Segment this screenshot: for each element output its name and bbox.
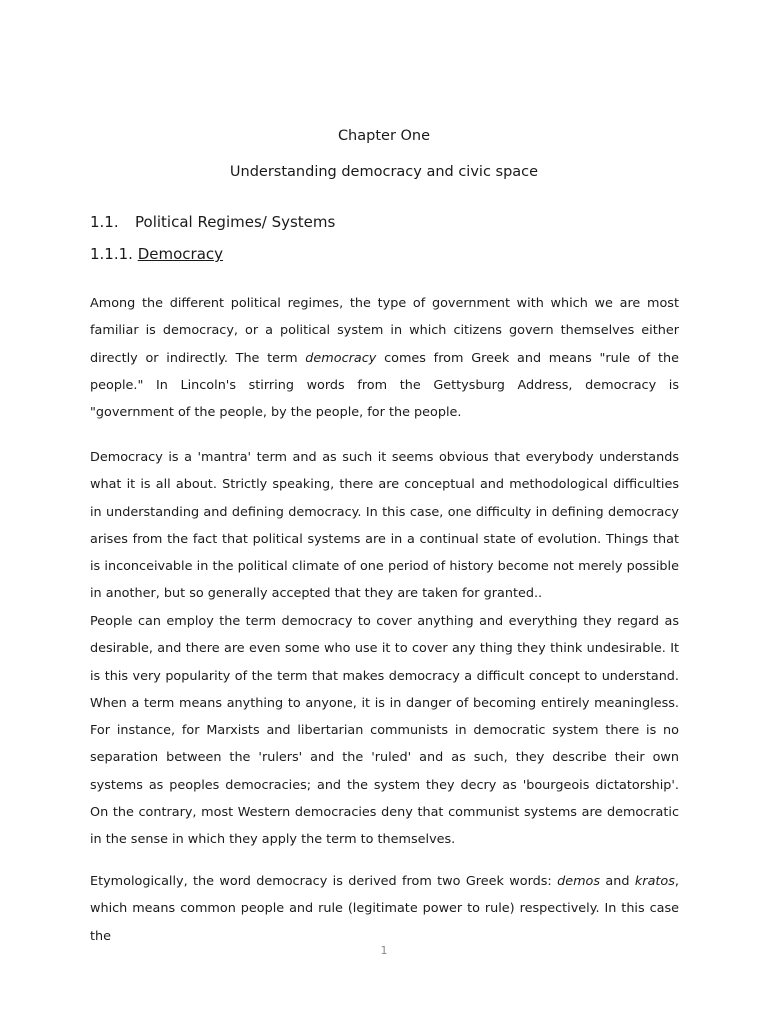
chapter-subtitle: Understanding democracy and civic space [229,164,539,180]
section-number: 1.1. [90,213,119,231]
section-heading [90,213,335,231]
subsection-number: 1.1.1. [90,245,133,263]
subsection-heading [90,245,223,263]
paragraph-1-emphasis: democracy [305,350,377,366]
paragraph-1-text-a: Among the different political regimes, the type of government with which we are most familiar is democracy, or a political system in which citizens govern themselves either directly or indirectly. The term [90,296,679,366]
paragraph-4-text-a: Etymologically, the word democracy is derived from two Greek words: [90,874,558,889]
paragraph-4-emphasis-demos: demos [557,874,601,889]
paragraph-4-text-b: and [600,874,635,889]
paragraph-1-text-b: comes from Greek and means "rule of the people." In Lincoln's stirring words from the Gettysburg Address, democracy is "government of the people, by the people, for the people. [90,350,679,421]
subsection-title: Democracy [137,245,224,263]
page-number: 1 [380,944,388,957]
chapter-title: Chapter One [337,128,431,144]
paragraph-4-emphasis-kratos: kratos [634,874,675,889]
paragraph-2: Democracy is a 'mantra' term and as such it seems obvious that everybody understands what it is all about. Strictly speaking, there are conceptual and methodological difficulties in understanding and defining democracy. In this case, one difficulty in defining democracy arises from the fact that political systems are in a continual state of evolution. Things that is inconceivable in the political climate of one period of history become not merely possible in another, but so generally accepted that they are taken for granted.. [90,450,679,602]
paragraph-4 [90,868,679,950]
section-title: Political Regimes/ Systems [135,213,336,231]
paragraph-3: People can employ the term democracy to cover anything and everything they regard as desirable, and there are even some who use it to cover any thing they think undesirable. It is this very popularity of the term that makes democracy a difficult concept to understand. When a term means anything to anyone, it is in danger of becoming entirely meaningless. For instance, for Marxists and libertarian communists in democratic system there is no separation between the 'rulers' and the 'ruled' and as such, they describe their own systems as peoples democracies; and the system they decry as 'bourgeois dictatorship'. On the contrary, most Western democracies deny that communist systems are democratic in the sense in which they apply the term to themselves. [90,614,679,848]
paragraph-1 [90,290,679,426]
paragraph-4-text-c: , which means common people and rule (legitimate power to rule) respectively. In this case the [90,874,679,944]
